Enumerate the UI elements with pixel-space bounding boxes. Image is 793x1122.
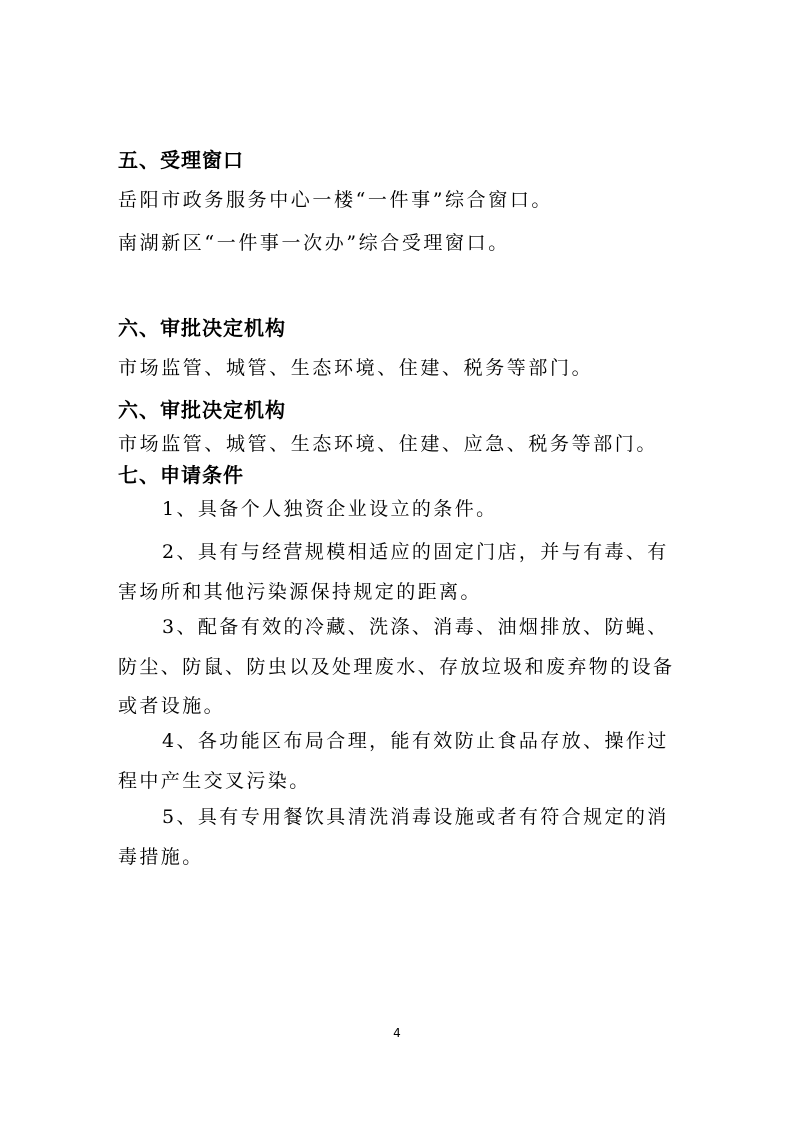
condition-item: 3、配备有效的冷藏、洗涤、消毒、油烟排放、防蝇、防尘、防鼠、防虫以及处理废水、存放垃圾和废弃物的设备或者设施。	[118, 616, 675, 717]
condition-item: 1、具备个人独资企业设立的条件。	[162, 498, 498, 520]
condition-item: 4、各功能区布局合理，能有效防止食品存放、操作过程中产生交叉污染。	[118, 730, 669, 792]
section-heading-approval-authority-revised: 六、审批决定机构	[118, 398, 286, 422]
acceptance-window-line: 岳阳市政务服务中心一楼“一件事”综合窗口。	[118, 189, 554, 211]
section-heading-acceptance-window: 五、受理窗口	[118, 148, 244, 172]
acceptance-window-line: 南湖新区“一件事一次办”综合受理窗口。	[118, 232, 510, 254]
condition-item: 2、具有与经营规模相适应的固定门店，并与有毒、有害场所和其他污染源保持规定的距离。	[118, 541, 669, 603]
condition-item: 5、具有专用餐饮具清洗消毒设施或者有符合规定的消毒措施。	[118, 806, 669, 868]
section-heading-application-conditions: 七、申请条件	[118, 463, 244, 487]
section-heading-approval-authority: 六、审批决定机构	[118, 316, 286, 340]
approval-authority-text: 市场监管、城管、生态环境、住建、税务等部门。	[118, 357, 594, 379]
page-number: 4	[393, 1026, 401, 1040]
approval-authority-text-revised: 市场监管、城管、生态环境、住建、应急、税务等部门。	[118, 433, 659, 455]
